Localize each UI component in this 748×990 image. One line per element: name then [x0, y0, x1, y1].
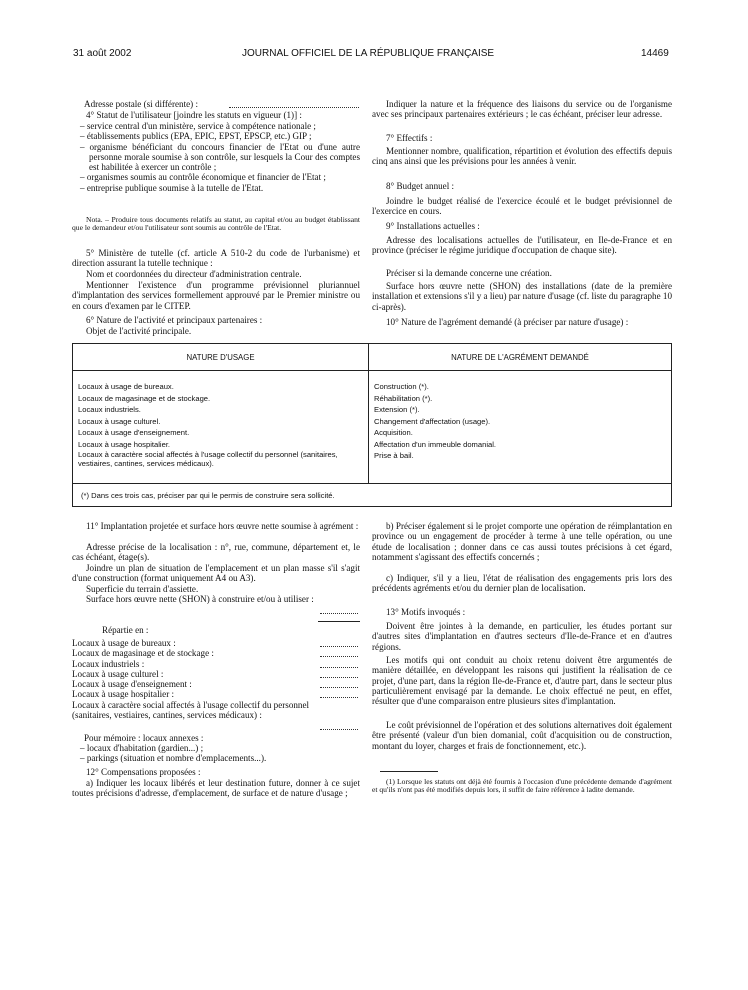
dots-line	[320, 677, 358, 678]
dots-line	[320, 646, 358, 647]
issue-date: 31 août 2002	[73, 48, 132, 59]
list-item: Locaux à usage d'enseignement :	[72, 679, 192, 690]
section-7-title: 7° Effectifs :	[386, 133, 433, 143]
section-7-text: Mentionner nombre, qualification, répartition et évolution des effectifs depuis cinq ans ainsi que les prévisions pour les années à venir.	[372, 146, 672, 167]
table-row: Prise à bail.	[374, 451, 414, 460]
section-4-title: 4° Statut de l'utilisateur [joindre les statuts en vigueur (1)] :	[86, 110, 302, 120]
section-9-title: 9° Installations actuelles :	[386, 221, 480, 231]
section-13-b: Les motifs qui ont conduit au choix retenu doivent être argumentés de manière détaillée, en développant les raisons qui justifient la réalisation de ce projet, d'une part, dans la région Ile-de-France et, d'autre part, dans le secteur plus particulièrement envisagé par la demande. Le choix effectué ne peut, en effet, résulter que d'une comparaison entre plusieurs sites d'implantation.	[372, 655, 672, 707]
list-item: Locaux à usage hospitalier :	[72, 689, 175, 700]
nature-usage-table	[72, 343, 672, 507]
list-item: – entreprise publique soumise à la tutelle de l'Etat.	[80, 182, 264, 193]
list-item: – établissements publics (EPA, EPIC, EPST, EPSCP, etc.) GIP ;	[80, 131, 312, 142]
dots-line	[320, 613, 358, 614]
list-item: Locaux à usage de bureaux :	[72, 638, 176, 648]
section-9-surface: Surface hors œuvre nette (SHON) des installations (date de la première installation et extensions s'il y a lieu) par nature d'usage (cf. liste du paragraphe 10 ci-après).	[372, 281, 672, 312]
list-item: – organisme bénéficiant du concours financier de l'Etat ou d'une autre personne morale soumise à son contrôle, sur lesquels la Cour des comptes est habilitée à exercer un contrôle ;	[80, 141, 360, 173]
section-13-a: Doivent être jointes à la demande, en particulier, les études portant sur d'autres sites d'implantation en d'autres secteurs d'Ile-de-France et en d'autres régions.	[372, 621, 672, 652]
section-8-text: Joindre le budget réalisé de l'exercice écoulé et le budget prévisionnel de l'exercice en cours.	[372, 196, 672, 217]
table-row: Locaux à usage de bureaux.	[78, 382, 174, 391]
table-row: Extension (*).	[374, 405, 420, 414]
list-item: – organismes soumis au contrôle économique et financier de l'Etat ;	[80, 172, 326, 183]
section-13-title: 13° Motifs invoqués :	[386, 607, 466, 617]
section-13-c: Le coût prévisionnel de l'opération et des solutions alternatives doit également être présenté (valeur d'un bien domanial, coût d'acquisition ou de construction, montant du loyer, charges et frais de fonctionnement, etc.).	[372, 720, 672, 751]
section-12-a: a) Indiquer les locaux libérés et leur destination future, donner à ce sujet toutes précisions d'adresse, d'emplacement, de surface et de nature d'usage ;	[72, 778, 360, 799]
section-12-b: b) Préciser également si le projet comporte une opération de réimplantation en province ou un engagement de procéder à terme à une telle opération, ou une étude de localisation ; donner dans ce cas aussi toutes précisions à cet égard, notamment s'agissant des effectifs concernés ;	[372, 521, 672, 562]
section-11-superficie: Superficie du terrain d'assiette.	[86, 584, 199, 594]
table-footnote: (*) Dans ces trois cas, préciser par qui le permis de construire sera sollicité.	[73, 484, 672, 507]
divider	[318, 621, 360, 622]
nota-text: Nota. – Produire tous documents relatifs au statut, au capital et/ou au budget établissant que le demandeur et/ou l'utilisateur sont soumis au contrôle de l'Etat.	[72, 215, 360, 233]
adresse-postale-dots	[229, 107, 359, 108]
table-row: Locaux à usage culturel.	[78, 416, 161, 426]
table-row: Locaux de magasinage et de stockage.	[78, 393, 211, 403]
table-row: Locaux à caractère social affectés à l'usage collectif du personnel (sanitaires, vestiaires, cantines, services médicaux).	[78, 450, 338, 468]
liaisons-text: Indiquer la nature et la fréquence des liaisons du service ou de l'organisme avec ses principaux partenaires extérieurs ; le cas échéant, préciser leur adresse.	[372, 99, 672, 120]
section-9-creation: Préciser si la demande concerne une création.	[386, 268, 552, 278]
list-item: – parkings (situation et nombre d'emplacements...).	[80, 753, 267, 764]
dots-line	[320, 697, 358, 698]
section-12-c: c) Indiquer, s'il y a lieu, l'état de réalisation des engagements pris lors des précédents agréments et/ou du dernier plan de localisation.	[372, 573, 672, 594]
footnote-divider	[380, 771, 438, 772]
table-row: Construction (*).	[374, 382, 429, 391]
section-11-title: 11° Implantation projetée et surface hors œuvre nette soumise à agrément :	[86, 521, 359, 531]
section-10-title: 10° Nature de l'agrément demandé (à préciser par nature d'usage) :	[386, 317, 629, 327]
list-item: Locaux de magasinage et de stockage :	[72, 648, 214, 659]
section-6-title: 6° Nature de l'activité et principaux partenaires :	[86, 315, 263, 325]
list-item: – service central d'un ministère, service à compétence nationale ;	[80, 121, 316, 131]
page-number: 14469	[641, 48, 669, 59]
list-item: Locaux industriels :	[72, 658, 145, 669]
table-row: Acquisition.	[374, 428, 413, 437]
list-item: Locaux à caractère social affectés à l'usage collectif du personnel (sanitaires, vestiaires, cantines, services médicaux) :	[72, 699, 310, 721]
col-header-agrement: NATURE DE L'AGRÉMENT DEMANDÉ	[369, 344, 672, 371]
table-row: Locaux à usage d'enseignement.	[78, 428, 190, 437]
section-11-surface: Surface hors œuvre nette (SHON) à construire et/ou à utiliser :	[86, 594, 314, 604]
footnote-1: (1) Lorsque les statuts ont déjà été fournis à l'occasion d'une précédente demande d'agrément et qu'ils n'ont pas été modifiés depuis lors, il suffit de faire référence à ladite demande.	[372, 777, 672, 795]
section-6-objet: Objet de l'activité principale.	[86, 326, 192, 336]
memoire-label: Pour mémoire : locaux annexes :	[84, 733, 204, 743]
dots-line	[320, 687, 358, 688]
journal-title: JOURNAL OFFICIEL DE LA RÉPUBLIQUE FRANÇAISE	[242, 48, 495, 59]
table-row: Changement d'affectation (usage).	[374, 416, 491, 426]
list-item: – locaux d'habitation (gardien...) ;	[80, 743, 204, 753]
adresse-postale-label: Adresse postale (si différente) :	[84, 99, 198, 109]
repartie-label: Répartie en :	[102, 625, 149, 635]
dots-line	[320, 656, 358, 657]
dots-line	[320, 667, 358, 668]
agrement-list	[369, 371, 672, 484]
section-5-nom: Nom et coordonnées du directeur d'administration centrale.	[86, 269, 302, 279]
section-11-adresse: Adresse précise de la localisation : n°, rue, commune, département et, le cas échéant, étage(s).	[72, 542, 360, 563]
repartition-list	[72, 638, 317, 720]
section-12-title: 12° Compensations proposées :	[86, 767, 201, 777]
section-5-mention: Mentionner l'existence d'un programme prévisionnel pluriannuel d'implantation des services formellement approuvé par le Premier ministre ou en cours d'examen par le CITEP.	[72, 280, 360, 311]
usage-list	[73, 371, 369, 484]
table-row: Locaux à usage hospitalier.	[78, 439, 171, 449]
col-header-usage: NATURE D'USAGE	[73, 344, 369, 371]
table-row: Affectation d'un immeuble domanial.	[374, 439, 497, 449]
dots-line	[320, 729, 358, 730]
table-row: Locaux industriels.	[78, 405, 141, 414]
section-11-joindre: Joindre un plan de situation de l'emplacement et un plan masse s'il s'agit d'une construction (format uniquement A4 ou A3).	[72, 563, 360, 584]
section-8-title: 8° Budget annuel :	[386, 181, 455, 191]
section-9-text: Adresse des localisations actuelles de l'utilisateur, en Ile-de-France et en province (préciser le régime juridique d'occupation de chaque site).	[372, 235, 672, 256]
memoire-list	[80, 743, 360, 764]
table-row: Réhabilitation (*).	[374, 393, 433, 403]
section-5-title: 5° Ministère de tutelle (cf. article A 510-2 du code de l'urbanisme) et direction assurant la tutelle technique :	[72, 248, 360, 269]
list-item: Locaux à usage culturel :	[72, 668, 164, 679]
section-4-list	[80, 121, 360, 193]
